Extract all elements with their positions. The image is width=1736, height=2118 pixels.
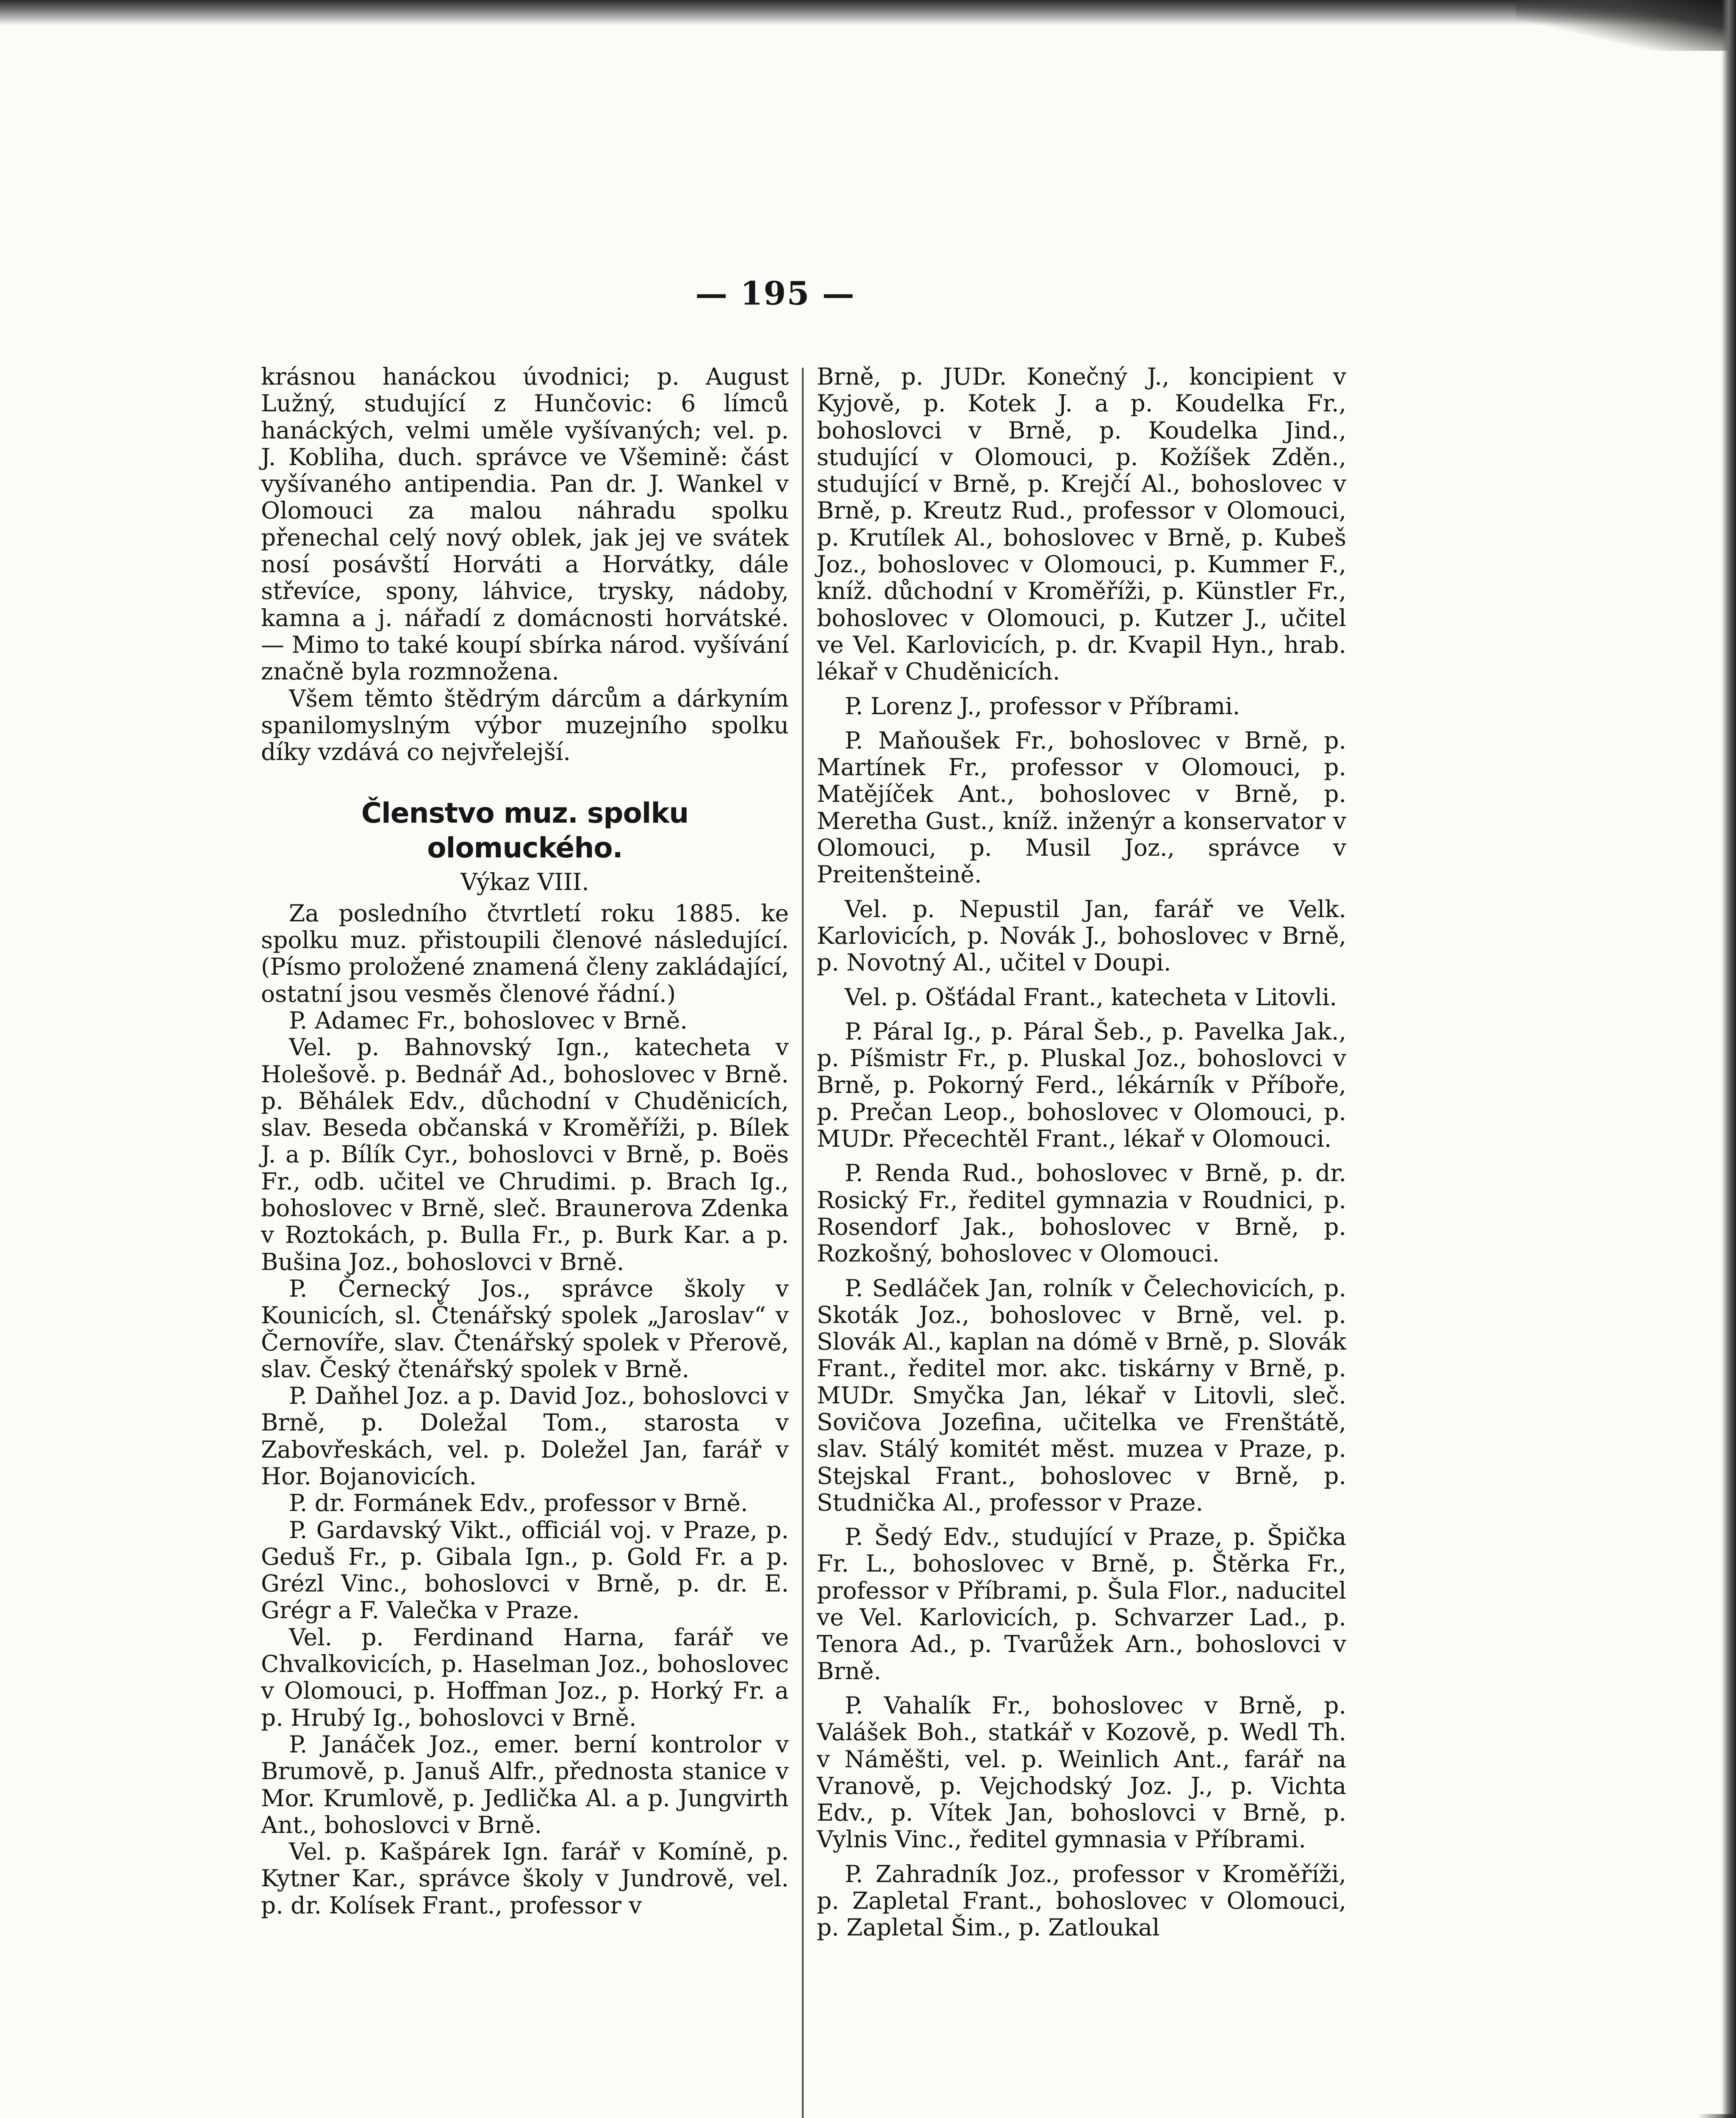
member-paragraph: P. dr. Formánek Edv., professor v Brně. xyxy=(289,1489,748,1517)
member-paragraph: P. Sedláček Jan, rolník v Čelechovicích, p. Skoták Joz., bohoslovec v Brně, vel. p. Slovák Al., kaplan na dómě v Brně, p. Slovák Frant., ředitel mor. akc. tiskárny v Brně, p. MUDr. Smyčka Jan, lékař v Litovli, sleč. Sovičova Jozefina, učitelka ve Frenštátě, slav. Stálý komitét měst. muzea v Praze, p. Stejskal Frant., bohoslovec v Brně, p. Studnička Al., professor v Praze. xyxy=(817,1274,1346,1516)
member-paragraph: P. Janáček Joz., emer. berní kontrolor v Brumově, p. Januš Alfr., přednosta stanice v Mor. Krumlově, p. Jedlička Al. a p. Jungvirth Ant., bohoslovci v Brně. xyxy=(261,1730,789,1838)
scan-edge-bottom-right xyxy=(1698,2114,1736,2118)
member-paragraph: Za posledního čtvrtletí roku 1885. ke spolku muz. přistoupili členové následující. (Písmo proložené znamená členy zakládající, ostatní jsou vesměs členové řádní.) xyxy=(261,899,789,1007)
column-divider xyxy=(802,368,804,2118)
member-paragraph: P. Lorenz J., professor v Příbrami. xyxy=(845,692,1240,720)
scan-edge-top xyxy=(0,0,1736,25)
member-paragraph: P. Zahradník Joz., professor v Kroměříži, p. Zapletal Frant., bohoslovec v Olomouci, p. Zapletal Šim., p. Zatloukal xyxy=(817,1860,1346,1941)
member-paragraph: Brně, p. JUDr. Konečný J., koncipient v Kyjově, p. Kotek J. a p. Koudelka Fr., bohoslovci v Brně, p. Koudelka Jind., studující v Olomouci, p. Kožíšek Zděn., studující v Brně, p. Krejčí Al., bohoslovec v Brně, p. Kreutz Rud., professor v Olomouci, p. Krutílek Al., bohoslovec v Brně, p. Kubeš Joz., bohoslovec v Olomouci, p. Kummer F., kníž. důchodní v Kroměříži, p. Künstler Fr., bohoslovec v Olomouci, p. Kutzer J., učitel ve Vel. Karlovicích, p. dr. Kvapil Hyn., hrab. lékař v Chuděnicích. xyxy=(817,363,1346,685)
member-paragraph: P. Daňhel Joz. a p. David Joz., bohoslovci v Brně, p. Doležal Tom., starosta v Zabovřeskách, vel. p. Doležel Jan, farář v Hor. Bojanovicích. xyxy=(261,1382,789,1490)
page-number: — 195 — xyxy=(695,274,855,312)
member-paragraph: Vel. p. Ferdinand Harna, farář ve Chvalkovicích, p. Haselman Joz., bohoslovec v Olomouci, p. Hoffman Joz., p. Horký Fr. a p. Hrubý Ig., bohoslovci v Brně. xyxy=(261,1623,789,1731)
member-paragraph: Vel. p. Ošťádal Frant., katecheta v Litovli. xyxy=(845,983,1337,1011)
member-paragraph: P. Renda Rud., bohoslovec v Brně, p. dr. Rosický Fr., ředitel gymnazia v Roudnici, p. Rosendorf Jak., bohoslovec v Brně, p. Rozkošný, bohoslovec v Olomouci. xyxy=(817,1159,1346,1267)
member-paragraph: Vel. p. Kašpárek Ign. farář v Komíně, p. Kytner Kar., správce školy v Jundrově, vel. p. dr. Kolísek Frant., professor v xyxy=(261,1838,789,1919)
member-paragraph: P. Černecký Jos., správce školy v Kounicích, sl. Čtenářský spolek „Jaroslav“ v Černovíře, slav. Čtenářský spolek v Přerově, slav. Český čtenářský spolek v Brně. xyxy=(261,1275,789,1383)
member-paragraph: Vel. p. Nepustil Jan, farář ve Velk. Karlovicích, p. Novák J., bohoslovec v Brně, p. Novotný Al., učitel v Doupi. xyxy=(817,895,1346,976)
scan-edge-corner xyxy=(1516,0,1736,51)
section-heading: Členstvo muz. spolku olomuckého. xyxy=(361,797,689,865)
left-column xyxy=(261,363,789,1919)
member-paragraph: P. Šedý Edv., studující v Praze, p. Špička Fr. L., bohoslovec v Brně, p. Štěrka Fr., professor v Příbrami, p. Šula Flor., naducitel ve Vel. Karlovicích, p. Schvarzer Lad., p. Tenora Ad., p. Tvarůžek Arn., bohoslovci v Brně. xyxy=(817,1523,1346,1685)
right-column xyxy=(817,363,1346,1941)
report-title: Výkaz VIII. xyxy=(460,868,589,896)
member-paragraph: P. Gardavský Vikt., officiál voj. v Praze, p. Geduš Fr., p. Gibala Ign., p. Gold Fr. a p. Grézl Vinc., bohoslovci v Brně, p. dr. E. Grégr a F. Valečka v Praze. xyxy=(261,1516,789,1624)
scan-edge-right xyxy=(1722,0,1736,2118)
intro-paragraph: krásnou hanáckou úvodnici; p. August Lužný, studující z Hunčovic: 6 límců hanáckých, velmi uměle vyšívaných; vel. p. J. Kobliha, duch. správce ve Všemině: část vyšívaného antipendia. Pan dr. J. Wankel v Olomouci za malou náhradu spolku přenechal celý nový oblek, jak jej ve svátek nosí posávští Horváti a Horvátky, dále střevíce, spony, láhvice, trysky, nádoby, kamna a j. nářadí z domácnosti horvátské. — Mimo to také koupí sbírka národ. vyšívání značně byla rozmnožena. xyxy=(261,363,789,685)
member-paragraph: P. Adamec Fr., bohoslovec v Brně. xyxy=(289,1006,688,1034)
member-paragraph: P. Maňoušek Fr., bohoslovec v Brně, p. Martínek Fr., professor v Olomouci, p. Matějíček Ant., bohoslovec v Brně, p. Meretha Gust., kníž. inženýr a konservator v Olomouci, p. Musil Joz., správce v Preitenšteině. xyxy=(817,726,1346,888)
member-paragraph: P. Vahalík Fr., bohoslovec v Brně, p. Valášek Boh., statkář v Kozově, p. Wedl Th. v Náměšti, vel. p. Weinlich Ant., farář na Vranově, p. Vejchodský Joz. J., p. Vichta Edv., p. Vítek Jan, bohoslovci v Brně, p. Vylnis Vinc., ředitel gymnasia v Příbrami. xyxy=(817,1691,1346,1853)
member-paragraph: Vel. p. Bahnovský Ign., katecheta v Holešově. p. Bednář Ad., bohoslovec v Brně. p. Běhálek Edv., důchodní v Chuděnicích, slav. Beseda občanská v Kroměříži, p. Bílek J. a p. Bílík Cyr., bohoslovci v Brně, p. Boës Fr., odb. učitel ve Chrudimi. p. Brach Ig., bohoslovec v Brně, sleč. Braunerova Zdenka v Roztokách, p. Bulla Fr., p. Burk Kar. a p. Bušina Joz., bohoslovci v Brně. xyxy=(261,1034,789,1275)
member-paragraph: P. Páral Ig., p. Páral Šeb., p. Pavelka Jak., p. Píšmistr Fr., p. Pluskal Joz., bohoslovci v Brně, p. Pokorný Ferd., lékárník v Příboře, p. Prečan Leop., bohoslovec v Olomouci, p. MUDr. Přecechtěl Frant., lékař v Olomouci. xyxy=(817,1017,1346,1153)
thanks-paragraph: Všem těmto štědrým dárcům a dárkyním spanilomyslným výbor muzejního spolku díky vzdává co nejvřelejší. xyxy=(261,685,789,766)
